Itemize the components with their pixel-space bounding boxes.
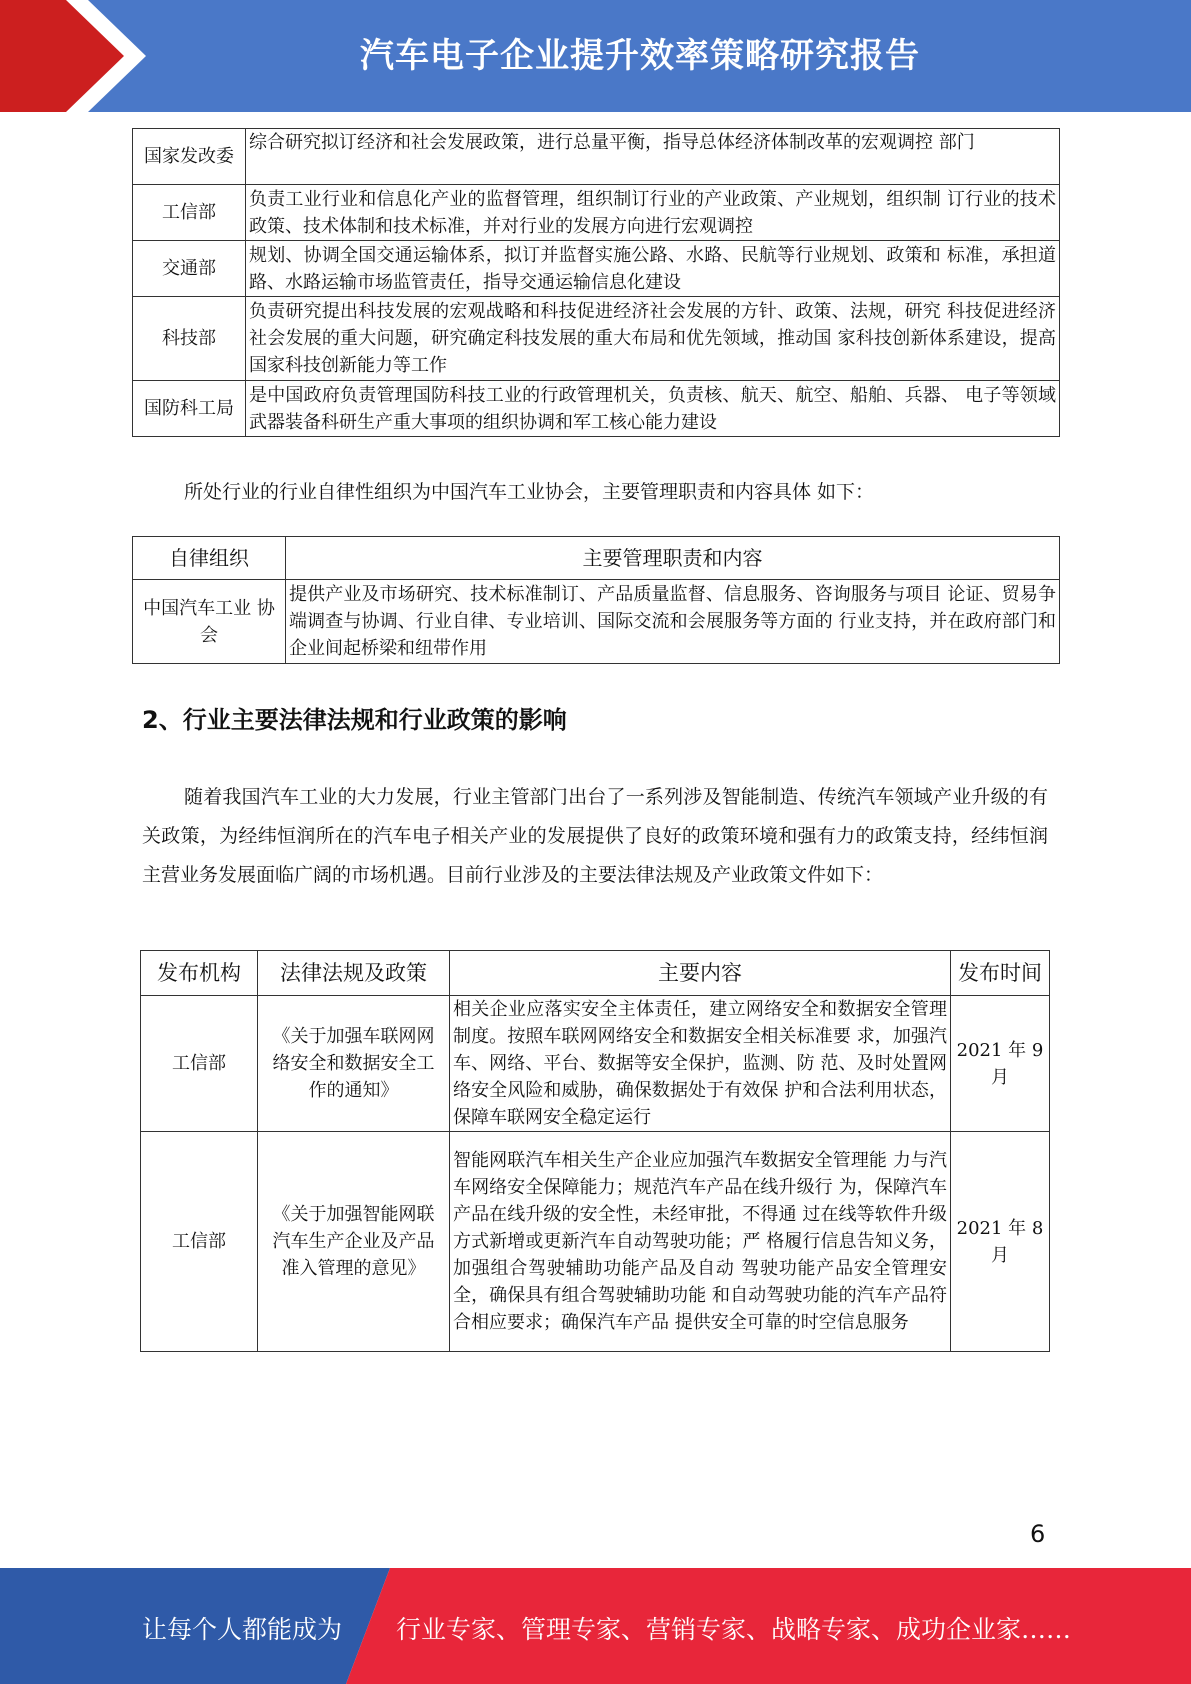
regulator-duty: 负责研究提出科技发展的宏观战略和科技促进经济社会发展的方针、政策、法规，研究 科技促进经济社会发展的重大问题，研究确定科技发展的重大布局和优先领域，推动国 家科技创新体系建设，提高国家科技创新能力等工作 <box>246 297 1060 381</box>
page-footer <box>0 1568 1191 1684</box>
regulator-org: 工信部 <box>133 185 246 241</box>
column-header: 主要管理职责和内容 <box>286 537 1060 580</box>
table-row <box>133 185 1060 241</box>
regulator-duty: 规划、协调全国交通运输体系，拟订并监督实施公路、水路、民航等行业规划、政策和 标准，承担道路、水路运输市场监管责任，指导交通运输信息化建设 <box>246 241 1060 297</box>
self-reg-content: 提供产业及市场研究、技术标准制订、产品质量监督、信息服务、咨询服务与项目 论证、贸易争端调查与协调、行业自律、专业培训、国际交流和会展服务等方面的 行业支持，并在政府部门和企业间起桥梁和纽带作用 <box>286 580 1060 664</box>
table-row <box>133 297 1060 381</box>
section-heading: 2、行业主要法律法规和行业政策的影响 <box>142 706 567 734</box>
regulator-org: 科技部 <box>133 297 246 381</box>
policy-date: 2021 年 8 月 <box>951 1132 1050 1352</box>
self-regulation-table <box>132 536 1060 664</box>
self-reg-org: 中国汽车工业 协会 <box>133 580 286 664</box>
header-chevron-decoration <box>0 0 160 112</box>
page-number: 6 <box>1030 1520 1046 1548</box>
regulator-org: 国防科工局 <box>133 381 246 437</box>
policy-name: 《关于加强智能网联汽车生产企业及产品准入管理的意见》 <box>258 1132 450 1352</box>
table-row <box>133 580 1060 664</box>
page-header <box>0 0 1191 112</box>
table-row <box>133 241 1060 297</box>
regulator-duty: 负责工业行业和信息化产业的监督管理，组织制订行业的产业政策、产业规划，组织制 订行业的技术政策、技术体制和技术标准，并对行业的发展方向进行宏观调控 <box>246 185 1060 241</box>
policy-agency: 工信部 <box>141 996 258 1132</box>
regulator-org: 国家发改委 <box>133 129 246 185</box>
regulator-duty: 是中国政府负责管理国防科技工业的行政管理机关，负责核、航天、航空、船舶、兵器、 电子等领域武器装备科研生产重大事项的组织协调和军工核心能力建设 <box>246 381 1060 437</box>
column-header: 自律组织 <box>133 537 286 580</box>
footer-slogan-left: 让每个人都能成为 <box>142 1615 343 1644</box>
regulator-table <box>132 128 1060 437</box>
report-title: 汽车电子企业提升效率策略研究报告 <box>360 36 920 76</box>
table-row <box>141 1132 1050 1352</box>
table-row <box>133 381 1060 437</box>
self-regulation-intro: 所处行业的行业自律性组织为中国汽车工业协会，主要管理职责和内容具体 如下： <box>184 481 875 503</box>
policy-table <box>140 950 1050 1352</box>
column-header: 发布时间 <box>951 951 1050 996</box>
policy-name: 《关于加强车联网网络安全和数据安全工作的通知》 <box>258 996 450 1132</box>
regulator-org: 交通部 <box>133 241 246 297</box>
policy-content: 智能网联汽车相关生产企业应加强汽车数据安全管理能 力与汽车网络安全保障能力；规范汽车产品在线升级行 为，保障汽车产品在线升级的安全性，未经审批，不得通 过在线等软件升级方式新增或更新汽车自动驾驶功能；严 格履行信息告知义务，加强组合驾驶辅助功能产品及自动 驾驶功能产品安全管理安全，确保具有组合驾驶辅助功能 和自动驾驶功能的汽车产品符合相应要求；确保汽车产品 提供安全可靠的时空信息服务 <box>450 1132 951 1352</box>
column-header: 法律法规及政策 <box>258 951 450 996</box>
regulator-duty: 综合研究拟订经济和社会发展政策，进行总量平衡，指导总体经济体制改革的宏观调控 部门 <box>246 129 1060 185</box>
body-paragraph: 随着我国汽车工业的大力发展，行业主管部门出台了一系列涉及智能制造、传统汽车领域产业升级的有关政策，为经纬恒润所在的汽车电子相关产业的发展提供了良好的政策环境和强有力的政策支持，经纬恒润主营业务发展面临广阔的市场机遇。目前行业涉及的主要法律法规及产业政策文件如下： <box>142 786 1048 886</box>
table-row <box>133 129 1060 185</box>
policy-content: 相关企业应落实安全主体责任，建立网络安全和数据安全管理制度。按照车联网网络安全和数据安全相关标准要 求，加强汽车、网络、平台、数据等安全保护，监测、防 范、及时处置网络安全风险和威胁，确保数据处于有效保 护和合法利用状态，保障车联网安全稳定运行 <box>450 996 951 1132</box>
column-header: 发布机构 <box>141 951 258 996</box>
table-header-row <box>133 537 1060 580</box>
policy-date: 2021 年 9 月 <box>951 996 1050 1132</box>
table-row <box>141 996 1050 1132</box>
footer-slogan-right: 行业专家、管理专家、营销专家、战略专家、成功企业家…… <box>396 1615 1072 1644</box>
table-header-row <box>141 951 1050 996</box>
policy-agency: 工信部 <box>141 1132 258 1352</box>
column-header: 主要内容 <box>450 951 951 996</box>
